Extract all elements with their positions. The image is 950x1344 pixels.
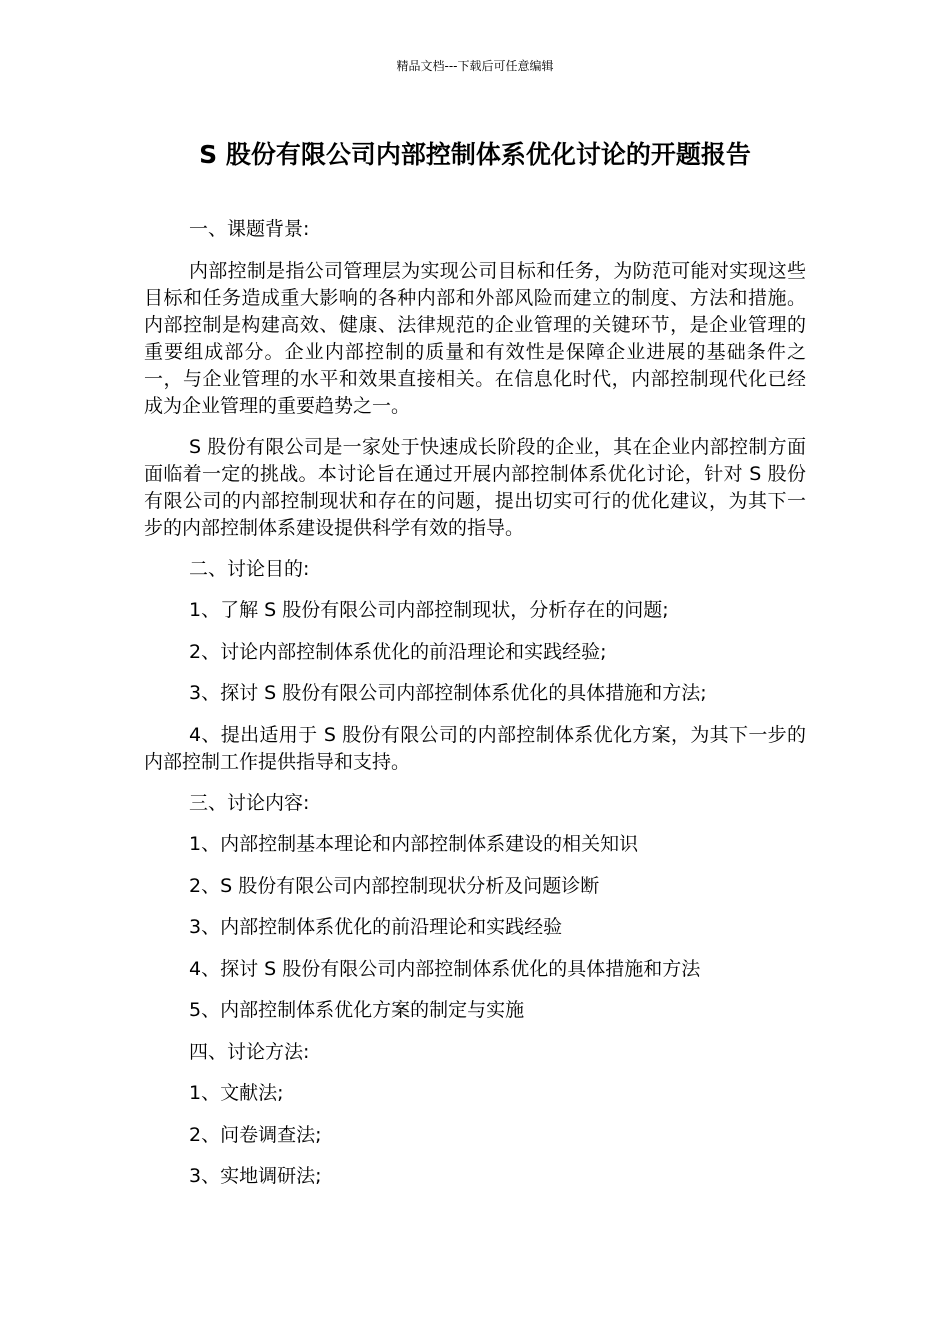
purpose-item: 2、讨论内部控制体系优化的前沿理论和实践经验; <box>189 640 607 663</box>
method-item: 1、文献法; <box>189 1082 284 1104</box>
purpose-item: 3、探讨 S 股份有限公司内部控制体系优化的具体措施和方法; <box>189 682 707 704</box>
background-paragraph-2: S 股份有限公司是一家处于快速成长阶段的企业，其在企业内部控制方面面临着一定的挑战。本讨论旨在通过开展内部控制体系优化讨论，针对 S 股份有限公司的内部控制现状和存在的问题，提出切实可行的优化建议，为其下一步的内部控制体系建设提供科学有效的指导。 <box>144 435 806 539</box>
method-item: 3、实地调研法; <box>189 1165 322 1187</box>
document-body <box>144 216 806 1205</box>
purpose-item: 1、了解 S 股份有限公司内部控制现状，分析存在的问题; <box>189 599 669 621</box>
content-item: 4、探讨 S 股份有限公司内部控制体系优化的具体措施和方法 <box>189 957 701 980</box>
section-heading-background: 一、课题背景: <box>189 218 310 240</box>
section-heading-content: 三、讨论内容: <box>189 791 310 814</box>
document-title: S 股份有限公司内部控制体系优化讨论的开题报告 <box>199 140 751 169</box>
method-item: 2、问卷调查法; <box>189 1123 322 1146</box>
content-item: 2、S 股份有限公司内部控制现状分析及问题诊断 <box>189 874 600 897</box>
page-header: 精品文档---下载后可任意编辑 <box>396 59 554 73</box>
content-item: 5、内部控制体系优化方案的制定与实施 <box>189 999 525 1021</box>
section-heading-methods: 四、讨论方法: <box>189 1040 310 1063</box>
background-paragraph-1: 内部控制是指公司管理层为实现公司目标和任务，为防范可能对实现这些目标和任务造成重大影响的各种内部和外部风险而建立的制度、方法和措施。内部控制是构建高效、健康、法律规范的企业管理的关键环节，是企业管理的重要组成部分。企业内部控制的质量和有效性是保障企业进展的基础条件之一，与企业管理的水平和效果直接相关。在信息化时代，内部控制现代化已经成为企业管理的重要趋势之一。 <box>144 259 806 417</box>
purpose-item: 4、提出适用于 S 股份有限公司的内部控制体系优化方案，为其下一步的内部控制工作提供指导和支持。 <box>144 723 806 773</box>
content-item: 3、内部控制体系优化的前沿理论和实践经验 <box>189 916 563 938</box>
content-item: 1、内部控制基本理论和内部控制体系建设的相关知识 <box>189 833 639 855</box>
section-heading-purpose: 二、讨论目的: <box>189 557 310 580</box>
